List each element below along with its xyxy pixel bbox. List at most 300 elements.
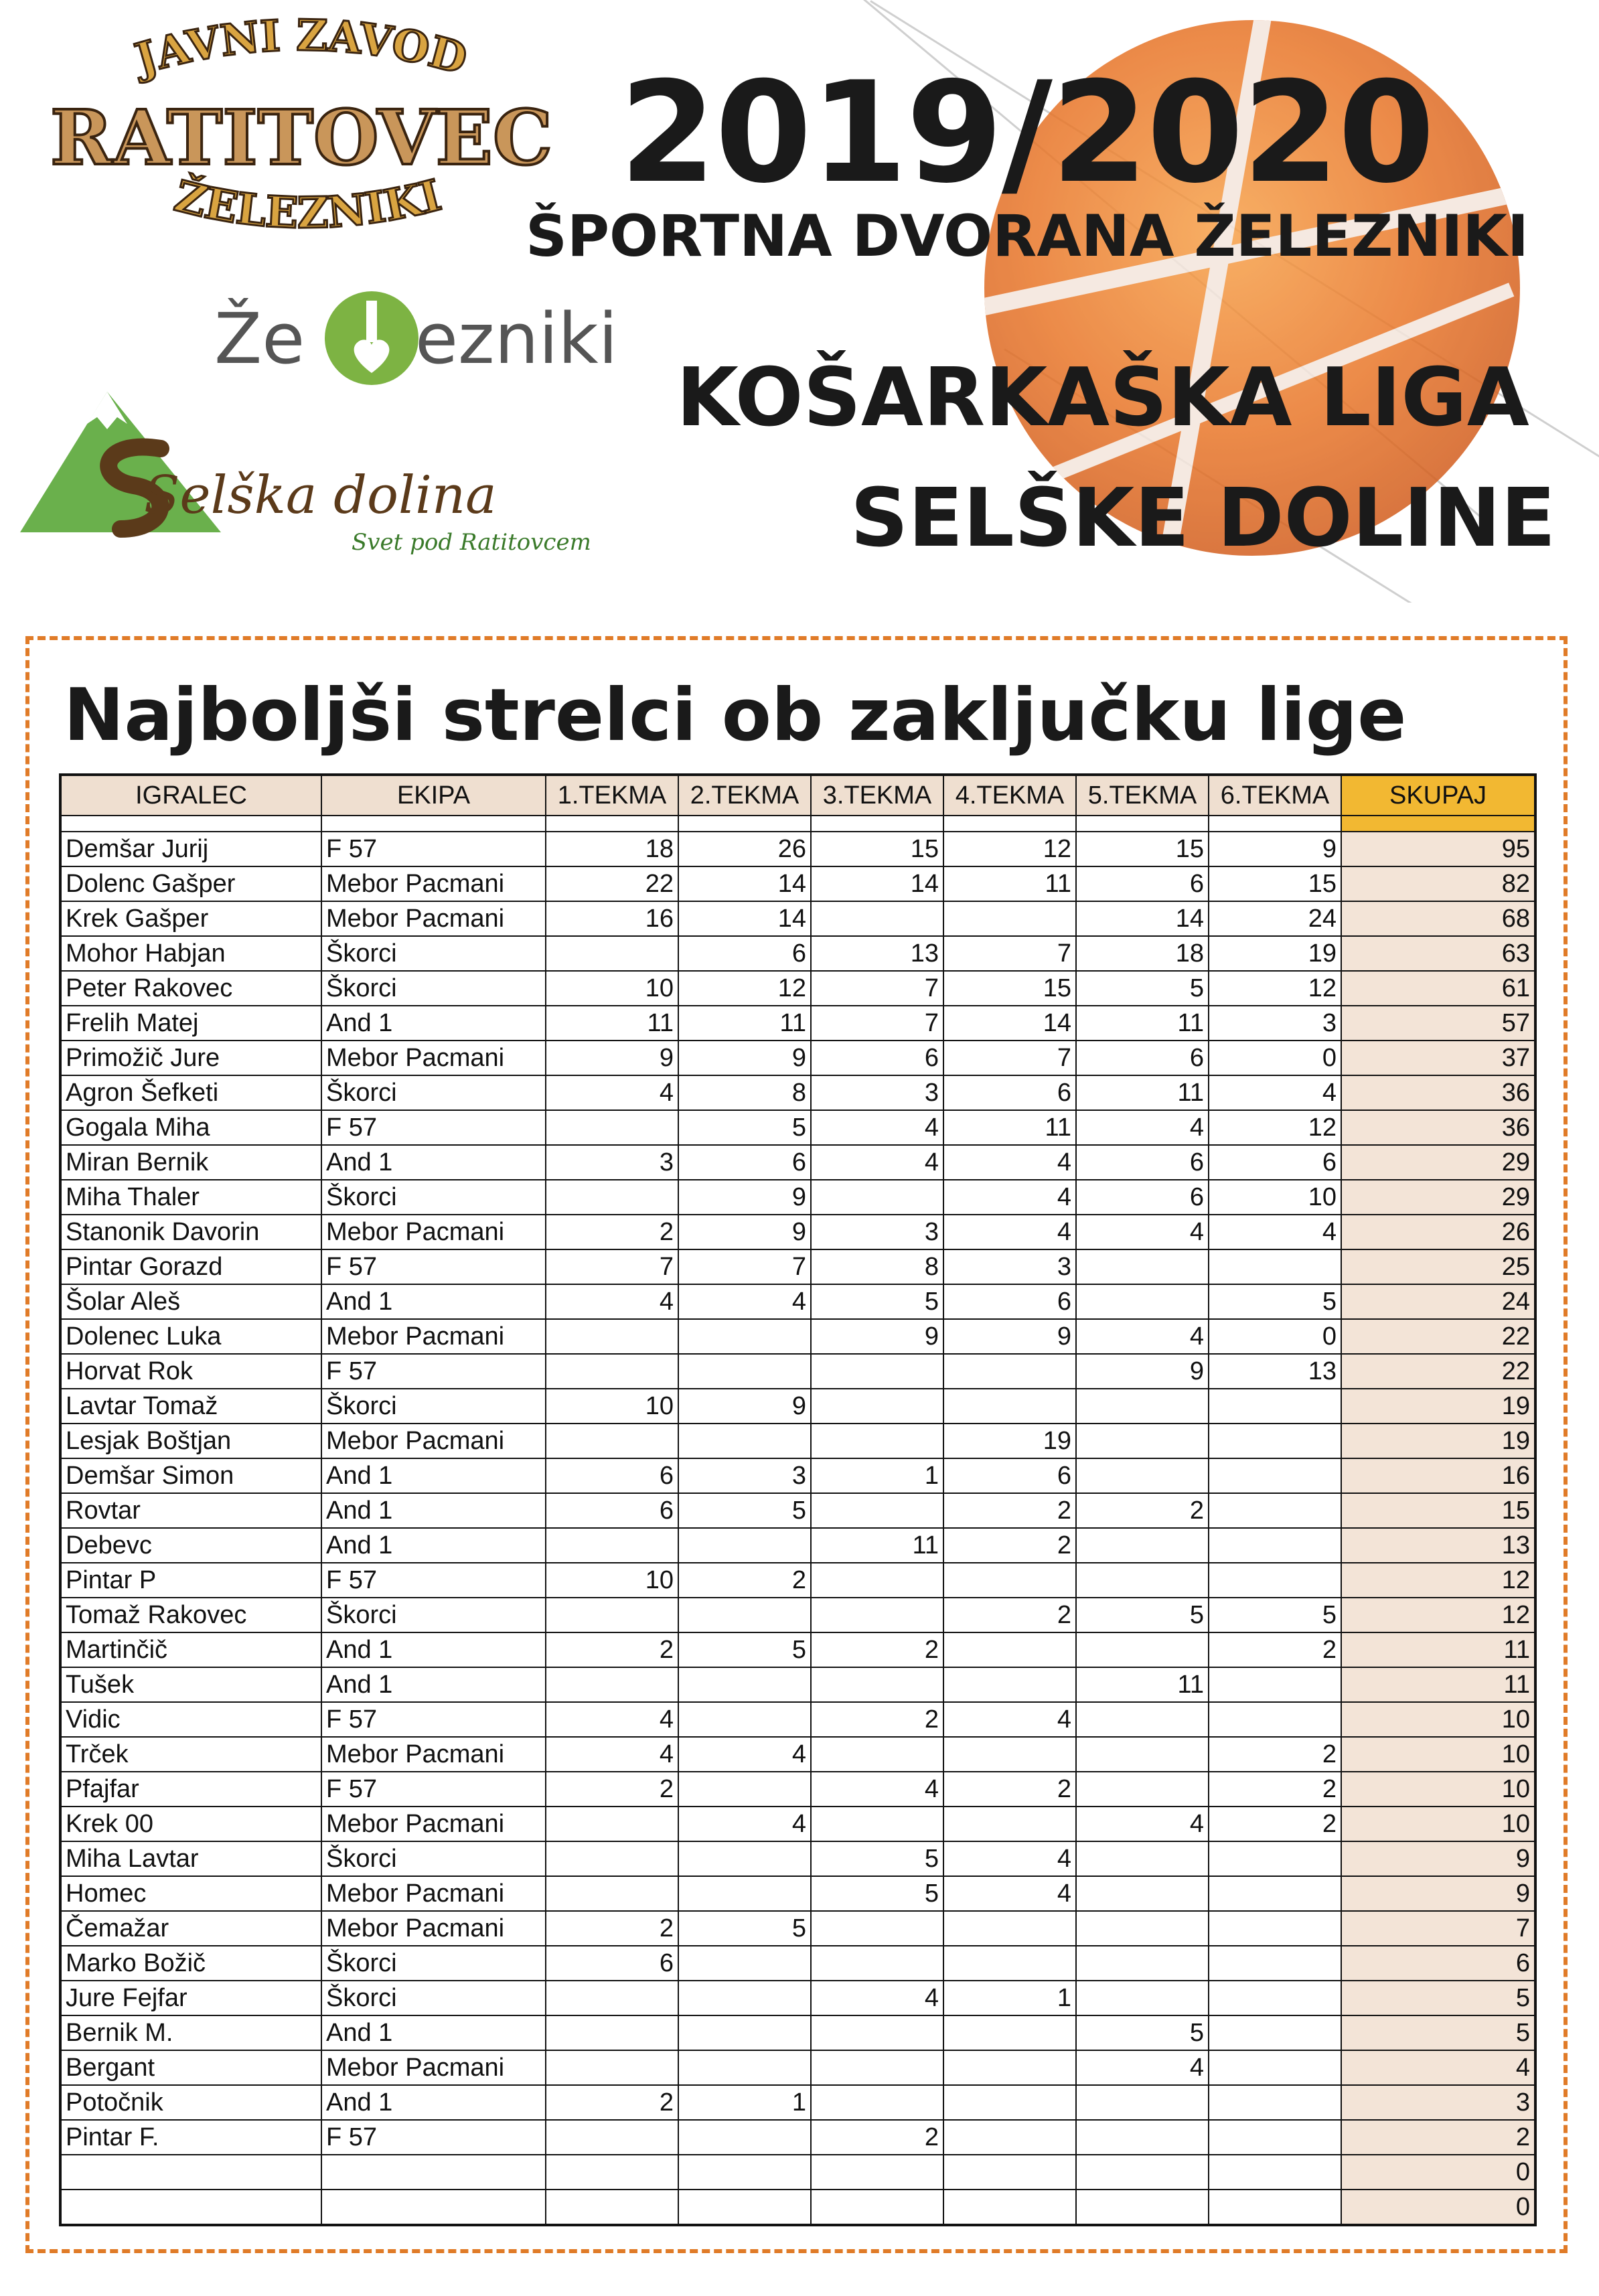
total-cell: 68	[1341, 901, 1535, 936]
game3-cell	[811, 2190, 943, 2225]
game5-cell	[1076, 2120, 1209, 2155]
game6-cell: 12	[1209, 971, 1341, 1006]
game5-cell	[1076, 1458, 1209, 1493]
game3-cell	[811, 1598, 943, 1632]
player-name-cell: Frelih Matej	[60, 1006, 321, 1041]
column-header: 5.TEKMA	[1076, 775, 1209, 816]
game6-cell	[1209, 2015, 1341, 2050]
game4-cell	[943, 2085, 1076, 2120]
game3-cell: 2	[811, 2120, 943, 2155]
team-cell: Mebor Pacmani	[321, 1807, 546, 1841]
total-cell: 9	[1341, 1876, 1535, 1911]
game3-cell: 1	[811, 1458, 943, 1493]
game1-cell: 2	[546, 1772, 678, 1807]
player-name-cell: Miran Bernik	[60, 1145, 321, 1180]
game6-cell: 24	[1209, 901, 1341, 936]
player-name-cell	[60, 2190, 321, 2225]
game4-cell: 6	[943, 1075, 1076, 1110]
game3-cell: 6	[811, 1041, 943, 1075]
game1-cell: 11	[546, 1006, 678, 1041]
table-row	[60, 1249, 1535, 1284]
table-row	[60, 1006, 1535, 1041]
table-row	[60, 1389, 1535, 1424]
total-cell: 9	[1341, 1841, 1535, 1876]
player-name-cell: Tomaž Rakovec	[60, 1598, 321, 1632]
game4-cell: 6	[943, 1284, 1076, 1319]
total-cell: 5	[1341, 2015, 1535, 2050]
player-name-cell: Bergant	[60, 2050, 321, 2085]
game4-cell: 12	[943, 832, 1076, 866]
total-cell: 10	[1341, 1772, 1535, 1807]
game6-cell	[1209, 2120, 1341, 2155]
table-row	[60, 1041, 1535, 1075]
team-cell: F 57	[321, 2120, 546, 2155]
league-title-line2: SELŠKE DOLINE	[850, 472, 1556, 565]
game2-cell	[678, 2155, 811, 2190]
game1-cell	[546, 1319, 678, 1354]
game2-cell	[678, 1702, 811, 1737]
game6-cell: 9	[1209, 832, 1341, 866]
total-cell: 25	[1341, 1249, 1535, 1284]
game5-cell	[1076, 1563, 1209, 1598]
team-cell: And 1	[321, 1528, 546, 1563]
player-name-cell: Martinčič	[60, 1632, 321, 1667]
game1-cell	[546, 1981, 678, 2015]
game4-cell: 6	[943, 1458, 1076, 1493]
team-cell: Škorci	[321, 1841, 546, 1876]
game3-cell	[811, 1389, 943, 1424]
game2-cell: 9	[678, 1215, 811, 1249]
table-row	[60, 2085, 1535, 2120]
table-row	[60, 1215, 1535, 1249]
game4-cell: 4	[943, 1145, 1076, 1180]
total-cell: 0	[1341, 2155, 1535, 2190]
game3-cell: 4	[811, 1110, 943, 1145]
team-cell: Mebor Pacmani	[321, 901, 546, 936]
game5-cell: 4	[1076, 1807, 1209, 1841]
game4-cell: 14	[943, 1006, 1076, 1041]
game2-cell: 5	[678, 1632, 811, 1667]
game2-cell: 1	[678, 2085, 811, 2120]
player-name-cell: Tušek	[60, 1667, 321, 1702]
total-cell: 24	[1341, 1284, 1535, 1319]
game1-cell: 6	[546, 1493, 678, 1528]
game1-cell: 4	[546, 1702, 678, 1737]
game2-cell: 6	[678, 936, 811, 971]
game2-cell: 5	[678, 1911, 811, 1946]
game6-cell: 3	[1209, 1006, 1341, 1041]
game6-cell: 2	[1209, 1807, 1341, 1841]
table-row	[60, 1528, 1535, 1563]
game3-cell	[811, 1563, 943, 1598]
league-title-line1: KOŠARKAŠKA LIGA	[676, 352, 1529, 445]
game1-cell: 2	[546, 1911, 678, 1946]
game4-cell	[943, 2155, 1076, 2190]
game2-cell	[678, 2120, 811, 2155]
game5-cell	[1076, 1841, 1209, 1876]
game1-cell	[546, 936, 678, 971]
game1-cell: 10	[546, 1563, 678, 1598]
player-name-cell: Miha Thaler	[60, 1180, 321, 1215]
player-name-cell: Demšar Jurij	[60, 832, 321, 866]
game4-cell: 1	[943, 1981, 1076, 2015]
team-cell: And 1	[321, 2015, 546, 2050]
team-cell: And 1	[321, 1145, 546, 1180]
column-header: EKIPA	[321, 775, 546, 816]
game1-cell	[546, 2050, 678, 2085]
game1-cell: 22	[546, 866, 678, 901]
game4-cell: 4	[943, 1841, 1076, 1876]
game4-cell: 2	[943, 1493, 1076, 1528]
total-cell: 10	[1341, 1807, 1535, 1841]
total-cell: 10	[1341, 1737, 1535, 1772]
hall-name: ŠPORTNA DVORANA ŽELEZNIKI	[526, 203, 1529, 270]
total-cell: 4	[1341, 2050, 1535, 2085]
player-name-cell: Primožič Jure	[60, 1041, 321, 1075]
game3-cell	[811, 1493, 943, 1528]
game3-cell: 8	[811, 1249, 943, 1284]
game5-cell	[1076, 1284, 1209, 1319]
total-cell: 57	[1341, 1006, 1535, 1041]
game1-cell: 3	[546, 1145, 678, 1180]
game3-cell: 9	[811, 1319, 943, 1354]
game2-cell	[678, 1981, 811, 2015]
total-cell: 3	[1341, 2085, 1535, 2120]
game4-cell	[943, 1632, 1076, 1667]
game5-cell: 4	[1076, 1319, 1209, 1354]
game1-cell: 10	[546, 971, 678, 1006]
game6-cell: 2	[1209, 1772, 1341, 1807]
game4-cell: 4	[943, 1180, 1076, 1215]
game6-cell: 4	[1209, 1215, 1341, 1249]
game5-cell: 6	[1076, 1145, 1209, 1180]
total-cell: 19	[1341, 1389, 1535, 1424]
game2-cell: 12	[678, 971, 811, 1006]
total-cell: 2	[1341, 2120, 1535, 2155]
game5-cell: 6	[1076, 866, 1209, 901]
table-row	[60, 2190, 1535, 2225]
game5-cell: 6	[1076, 1180, 1209, 1215]
column-header: 6.TEKMA	[1209, 775, 1341, 816]
player-name-cell: Jure Fejfar	[60, 1981, 321, 2015]
game2-cell: 5	[678, 1493, 811, 1528]
game5-cell: 5	[1076, 1598, 1209, 1632]
table-row	[60, 1632, 1535, 1667]
table-row	[60, 971, 1535, 1006]
player-name-cell: Vidic	[60, 1702, 321, 1737]
game6-cell	[1209, 1841, 1341, 1876]
total-cell: 63	[1341, 936, 1535, 971]
game3-cell: 7	[811, 971, 943, 1006]
ratitovec-logo	[27, 13, 576, 261]
table-row	[60, 1841, 1535, 1876]
game2-cell	[678, 1528, 811, 1563]
player-name-cell: Gogala Miha	[60, 1110, 321, 1145]
player-name-cell: Krek Gašper	[60, 901, 321, 936]
game5-cell: 15	[1076, 832, 1209, 866]
table-row	[60, 1981, 1535, 2015]
game1-cell: 7	[546, 1249, 678, 1284]
table-row	[60, 2050, 1535, 2085]
player-name-cell: Lesjak Boštjan	[60, 1424, 321, 1458]
game3-cell: 4	[811, 1772, 943, 1807]
game6-cell: 0	[1209, 1319, 1341, 1354]
game4-cell	[943, 1911, 1076, 1946]
game2-cell: 6	[678, 1145, 811, 1180]
team-cell	[321, 2155, 546, 2190]
table-row	[60, 2155, 1535, 2190]
game6-cell	[1209, 2155, 1341, 2190]
game4-cell: 4	[943, 1876, 1076, 1911]
logo-line3: ŽELEZNIKI	[169, 170, 447, 239]
game6-cell: 2	[1209, 1737, 1341, 1772]
table-row	[60, 866, 1535, 901]
game5-cell	[1076, 2155, 1209, 2190]
game3-cell: 2	[811, 1632, 943, 1667]
total-cell: 0	[1341, 2190, 1535, 2225]
player-name-cell: Dolenc Gašper	[60, 866, 321, 901]
game3-cell: 4	[811, 1981, 943, 2015]
table-row	[60, 2120, 1535, 2155]
player-name-cell: Mohor Habjan	[60, 936, 321, 971]
game2-cell	[678, 1319, 811, 1354]
game5-cell: 6	[1076, 1041, 1209, 1075]
game4-cell	[943, 2015, 1076, 2050]
game6-cell: 5	[1209, 1284, 1341, 1319]
game3-cell	[811, 1667, 943, 1702]
team-cell: Mebor Pacmani	[321, 1876, 546, 1911]
player-name-cell: Marko Božič	[60, 1946, 321, 1981]
game2-cell	[678, 2015, 811, 2050]
game1-cell: 16	[546, 901, 678, 936]
game5-cell: 5	[1076, 971, 1209, 1006]
game6-cell	[1209, 2050, 1341, 2085]
table-row	[60, 1424, 1535, 1458]
game6-cell: 12	[1209, 1110, 1341, 1145]
game6-cell	[1209, 1876, 1341, 1911]
game5-cell	[1076, 1737, 1209, 1772]
table-row	[60, 1598, 1535, 1632]
game1-cell	[546, 1667, 678, 1702]
player-name-cell: Pintar F.	[60, 2120, 321, 2155]
game6-cell: 13	[1209, 1354, 1341, 1389]
game5-cell: 4	[1076, 2050, 1209, 2085]
team-cell: Mebor Pacmani	[321, 1424, 546, 1458]
team-cell: Škorci	[321, 1981, 546, 2015]
game2-cell	[678, 1667, 811, 1702]
game1-cell	[546, 1841, 678, 1876]
team-cell: F 57	[321, 1702, 546, 1737]
game3-cell: 3	[811, 1215, 943, 1249]
game1-cell: 18	[546, 832, 678, 866]
game6-cell: 15	[1209, 866, 1341, 901]
game1-cell	[546, 1807, 678, 1841]
game5-cell	[1076, 1876, 1209, 1911]
game3-cell	[811, 1807, 943, 1841]
game6-cell: 4	[1209, 1075, 1341, 1110]
game3-cell: 4	[811, 1145, 943, 1180]
table-row	[60, 1737, 1535, 1772]
game6-cell	[1209, 1702, 1341, 1737]
player-name-cell: Agron Šefketi	[60, 1075, 321, 1110]
table-row	[60, 1284, 1535, 1319]
table-row	[60, 1563, 1535, 1598]
team-cell: And 1	[321, 1493, 546, 1528]
team-cell: Škorci	[321, 971, 546, 1006]
total-cell: 12	[1341, 1598, 1535, 1632]
total-cell: 36	[1341, 1110, 1535, 1145]
game3-cell	[811, 1737, 943, 1772]
game4-cell	[943, 901, 1076, 936]
game1-cell	[546, 1110, 678, 1145]
game2-cell: 4	[678, 1284, 811, 1319]
team-cell: Mebor Pacmani	[321, 1215, 546, 1249]
player-name-cell: Pintar Gorazd	[60, 1249, 321, 1284]
team-cell: Škorci	[321, 1389, 546, 1424]
game1-cell	[546, 1424, 678, 1458]
column-header-total: SKUPAJ	[1341, 775, 1535, 816]
game1-cell: 2	[546, 1632, 678, 1667]
player-name-cell: Lavtar Tomaž	[60, 1389, 321, 1424]
team-cell: Škorci	[321, 936, 546, 971]
game5-cell	[1076, 1772, 1209, 1807]
table-row	[60, 901, 1535, 936]
game4-cell	[943, 2190, 1076, 2225]
table-body	[60, 832, 1535, 2225]
zelezniki-text-left: Že	[214, 298, 305, 380]
game2-cell	[678, 1841, 811, 1876]
game1-cell	[546, 2190, 678, 2225]
game5-cell	[1076, 1632, 1209, 1667]
team-cell: Škorci	[321, 1075, 546, 1110]
total-cell: 29	[1341, 1180, 1535, 1215]
game2-cell	[678, 1424, 811, 1458]
table-row	[60, 1807, 1535, 1841]
player-name-cell: Homec	[60, 1876, 321, 1911]
table-title: Najboljši strelci ob zaključku lige	[64, 674, 1407, 757]
game3-cell: 7	[811, 1006, 943, 1041]
game1-cell	[546, 1180, 678, 1215]
total-cell: 36	[1341, 1075, 1535, 1110]
player-name-cell: Horvat Rok	[60, 1354, 321, 1389]
team-cell: Mebor Pacmani	[321, 1737, 546, 1772]
game6-cell	[1209, 1981, 1341, 2015]
game5-cell	[1076, 1981, 1209, 2015]
table-row	[60, 2015, 1535, 2050]
team-cell: F 57	[321, 1354, 546, 1389]
team-cell: Mebor Pacmani	[321, 1041, 546, 1075]
top-scorers-table	[59, 773, 1537, 2226]
team-cell: Mebor Pacmani	[321, 1911, 546, 1946]
season-year: 2019/2020	[619, 52, 1434, 214]
game4-cell: 7	[943, 1041, 1076, 1075]
total-cell: 95	[1341, 832, 1535, 866]
team-cell: F 57	[321, 1772, 546, 1807]
player-name-cell: Debevc	[60, 1528, 321, 1563]
game4-cell	[943, 1807, 1076, 1841]
player-name-cell: Potočnik	[60, 2085, 321, 2120]
game6-cell	[1209, 2190, 1341, 2225]
total-cell: 6	[1341, 1946, 1535, 1981]
team-cell: Mebor Pacmani	[321, 866, 546, 901]
game6-cell: 0	[1209, 1041, 1341, 1075]
column-header: 1.TEKMA	[546, 775, 678, 816]
game1-cell	[546, 2155, 678, 2190]
game5-cell: 5	[1076, 2015, 1209, 2050]
game6-cell	[1209, 1249, 1341, 1284]
game2-cell: 14	[678, 866, 811, 901]
game3-cell: 5	[811, 1841, 943, 1876]
total-cell: 37	[1341, 1041, 1535, 1075]
game2-cell: 5	[678, 1110, 811, 1145]
team-cell: Škorci	[321, 1946, 546, 1981]
game1-cell: 6	[546, 1946, 678, 1981]
table-row	[60, 1876, 1535, 1911]
game4-cell: 11	[943, 1110, 1076, 1145]
game3-cell: 3	[811, 1075, 943, 1110]
game2-cell: 11	[678, 1006, 811, 1041]
header-spacer-row	[60, 816, 1535, 832]
team-cell: Škorci	[321, 1598, 546, 1632]
player-name-cell: Krek 00	[60, 1807, 321, 1841]
column-header: 2.TEKMA	[678, 775, 811, 816]
game1-cell: 9	[546, 1041, 678, 1075]
game6-cell	[1209, 1493, 1341, 1528]
game5-cell: 11	[1076, 1075, 1209, 1110]
table-row	[60, 1911, 1535, 1946]
game2-cell	[678, 1876, 811, 1911]
game6-cell	[1209, 1458, 1341, 1493]
game1-cell	[546, 1876, 678, 1911]
game4-cell: 4	[943, 1702, 1076, 1737]
game6-cell: 10	[1209, 1180, 1341, 1215]
game4-cell	[943, 1946, 1076, 1981]
game5-cell: 2	[1076, 1493, 1209, 1528]
total-cell: 5	[1341, 1981, 1535, 2015]
table-row	[60, 1180, 1535, 1215]
game3-cell: 13	[811, 936, 943, 971]
team-cell: And 1	[321, 1006, 546, 1041]
game1-cell: 4	[546, 1737, 678, 1772]
game4-cell: 11	[943, 866, 1076, 901]
game2-cell: 9	[678, 1180, 811, 1215]
total-cell: 16	[1341, 1458, 1535, 1493]
heart-icon	[325, 291, 418, 385]
total-cell: 10	[1341, 1702, 1535, 1737]
game2-cell: 9	[678, 1389, 811, 1424]
column-header: 4.TEKMA	[943, 775, 1076, 816]
game3-cell	[811, 901, 943, 936]
game2-cell	[678, 1354, 811, 1389]
game6-cell: 5	[1209, 1598, 1341, 1632]
team-cell: Mebor Pacmani	[321, 1319, 546, 1354]
game2-cell: 4	[678, 1737, 811, 1772]
team-cell: F 57	[321, 1110, 546, 1145]
game1-cell: 2	[546, 1215, 678, 1249]
player-name-cell: Peter Rakovec	[60, 971, 321, 1006]
team-cell: And 1	[321, 1458, 546, 1493]
game4-cell: 2	[943, 1598, 1076, 1632]
table-row	[60, 832, 1535, 866]
game1-cell	[546, 2120, 678, 2155]
game4-cell: 2	[943, 1772, 1076, 1807]
player-name-cell: Pfajfar	[60, 1772, 321, 1807]
game6-cell	[1209, 1946, 1341, 1981]
player-name-cell: Trček	[60, 1737, 321, 1772]
table-row	[60, 1667, 1535, 1702]
table-row	[60, 1946, 1535, 1981]
game3-cell	[811, 2085, 943, 2120]
